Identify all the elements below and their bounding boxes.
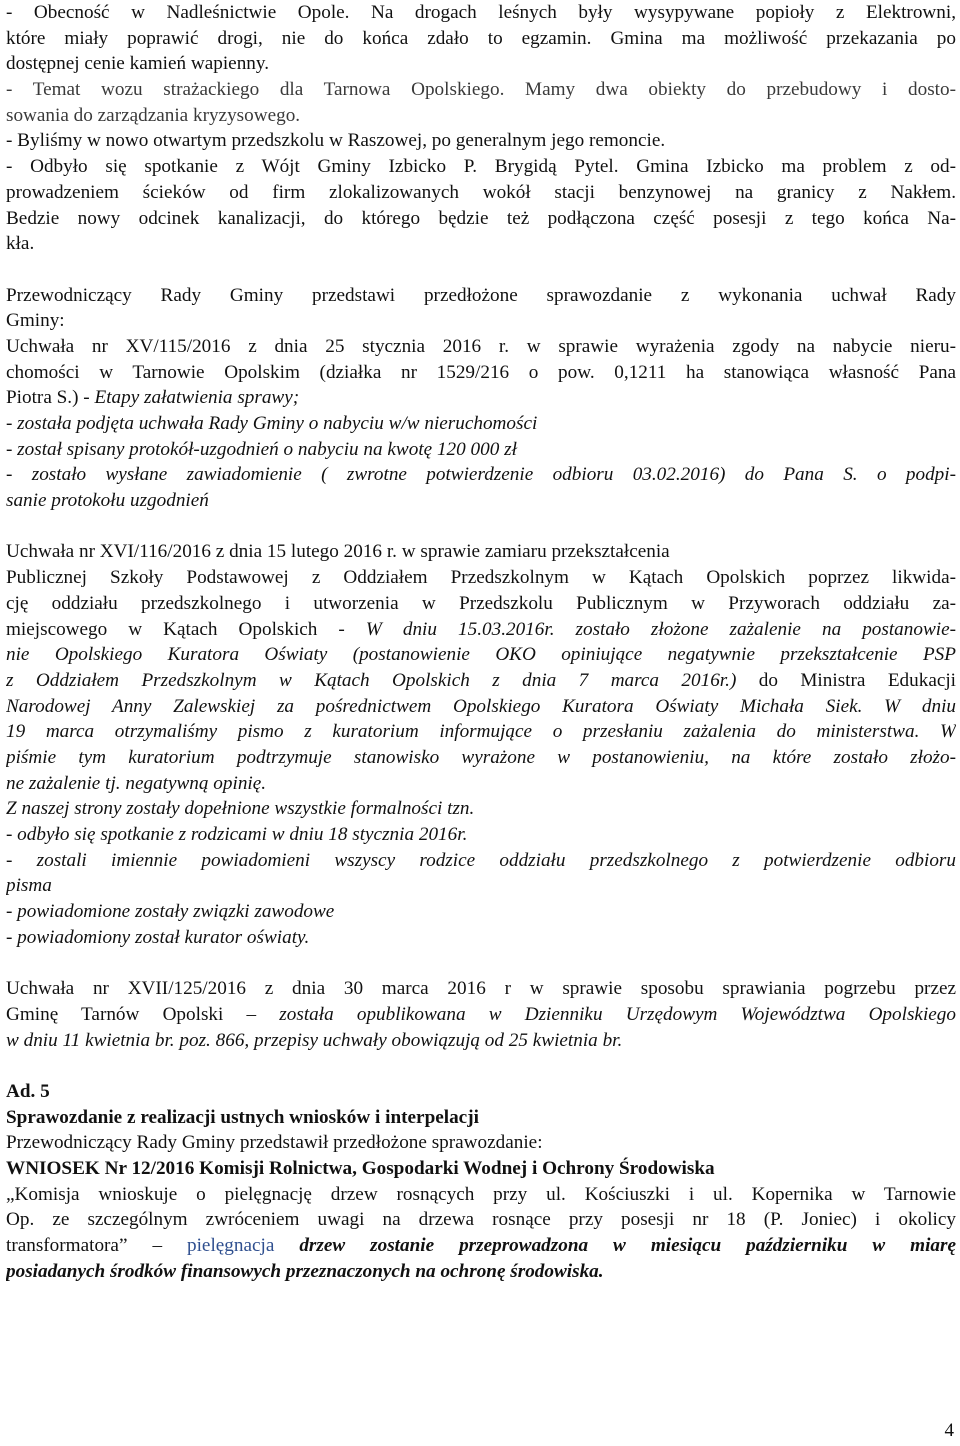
text-line: które miały poprawić drogi, nie do końca zdało to egzamin. Gmina ma możliwość przekazania po — [6, 27, 956, 49]
text-line: 19 marca otrzymaliśmy pismo z kuratorium informujące o przesłaniu zażalenia do ministerstwa. W — [6, 721, 956, 743]
text-line: Przewodniczący Rady Gminy przedstawił przedłożone sprawozdanie: — [6, 1132, 543, 1154]
text-line: - odbyło się spotkanie z rodzicami w dniu 18 stycznia 2016r. — [6, 824, 468, 845]
text-line — [6, 385, 956, 411]
text-segment: Etapy załatwienia sprawy; — [94, 387, 300, 409]
text-line: „Komisja wnioskuje o pielęgnację drzew rosnących przy ul. Kościuszki i ul. Kopernika w Tarnowie — [6, 1183, 956, 1205]
text-segment: – — [152, 1235, 187, 1256]
text-line: - zostali imiennie powiadomieni wszyscy rodzice oddziału przedszkolnego z potwierdzenie odbioru — [6, 849, 956, 871]
text-line: - została podjęta uchwała Rady Gminy o nabyciu w/w nieruchomości — [6, 413, 538, 434]
document-page — [6, 0, 956, 1284]
text-segment: – została opublikowana w Dzienniku Urzędowym Województwa Opolskiego — [246, 1003, 956, 1025]
text-line: pisma — [6, 875, 52, 897]
text-line: posiadanych środków finansowych przeznaczonych na ochronę środowiska. — [6, 1260, 604, 1282]
text-line — [6, 1002, 956, 1028]
text-line — [6, 1233, 956, 1259]
text-line: kła. — [6, 233, 35, 255]
text-line: dostępnej cenie kamień wapienny. — [6, 53, 270, 75]
text-line: Uchwała nr XV/115/2016 z dnia 25 stycznia 2016 r. w sprawie wyrażenia zgody na nabycie nieru- — [6, 335, 956, 357]
text-segment: z Oddziałem Przedszkolnym w Kątach Opolskich z dnia 7 marca 2016r.) — [6, 669, 737, 691]
text-line: Publicznej Szkoły Podstawowej z Oddziałem Przedszkolnym w Kątach Opolskich poprzez likwida- — [6, 567, 956, 589]
text-line: Bedzie nowy odcinek kanalizacji, do którego będzie też podłączona część posesji z tego końca Na- — [6, 207, 956, 229]
text-line: Z naszej strony zostały dopełnione wszystkie formalności tzn. — [6, 798, 475, 820]
text-segment: W dniu 15.03.2016r. zostało złożone zażalenie na postanowie- — [365, 618, 956, 640]
motion-title: WNIOSEK Nr 12/2016 Komisji Rolnictwa, Gospodarki Wodnej i Ochrony Środowiska — [6, 1157, 715, 1179]
text-line: Uchwała nr XVI/116/2016 z dnia 15 lutego 2016 r. w sprawie zamiaru przekształcenia — [6, 541, 670, 563]
text-segment: Piotra S.) - — [6, 387, 95, 409]
text-line: - Odbyło się spotkanie z Wójt Gminy Izbicko P. Brygidą Pytel. Gmina Izbicko ma problem z od- — [6, 156, 956, 178]
text-segment: pielęgnacja — [187, 1235, 275, 1256]
text-segment: transformatora” — [6, 1235, 153, 1256]
text-line: piśmie tym kuratorium podtrzymuje stanowisko wyrażone w postanowieniu, na które zostało złożo- — [6, 746, 956, 768]
text-line: sowania do zarządzania kryzysowego. — [6, 104, 301, 126]
text-line: - Byliśmy w nowo otwartym przedszkolu w Raszowej, po generalnym jego remoncie. — [6, 130, 666, 152]
text-line: Op. ze szczególnym zwróceniem uwagi na drzewa rosnące przy posesji nr 18 (P. Joniec) i okolicy — [6, 1209, 956, 1231]
text-line — [6, 668, 956, 694]
text-segment: miejscowego w Kątach Opolskich - — [6, 618, 366, 640]
text-line: - zostało wysłane zawiadomienie ( zwrotne potwierdzenie odbioru 03.02.2016) do Pana S. o podpi- — [6, 464, 956, 486]
text-line: w dniu 11 kwietnia br. poz. 866, przepisy uchwały obowiązują od 25 kwietnia br. — [6, 1029, 623, 1051]
section-number: Ad. 5 — [6, 1080, 50, 1102]
text-line: prowadzeniem ścieków od firm zlokalizowanych wokół stacji benzynowej na granicy z Nakłem. — [6, 181, 956, 203]
report-list-block — [6, 0, 956, 257]
text-line: - został spisany protokół-uzgodnień o nabyciu na kwotę 120 000 zł — [6, 438, 517, 460]
text-line: Przewodniczący Rady Gminy przedstawi przedłożone sprawozdanie z wykonania uchwał Rady — [6, 284, 956, 306]
section-ad5 — [6, 1079, 956, 1285]
text-segment: Gminę Tarnów Opolski — [6, 1003, 247, 1025]
text-line: cję oddziału przedszkolnego i utworzenia w Przedszkolu Publicznym w Przyworach oddziału za- — [6, 592, 956, 614]
text-line: - powiadomiony został kurator oświaty. — [6, 926, 310, 948]
text-line: nie Opolskiego Kuratora Oświaty (postanowienie OKO opiniujące negatywnie przekształcenie PSP — [6, 644, 956, 666]
text-line: chomości w Tarnowie Opolskim (działka nr 1529/216 o pow. 0,1211 ha stanowiąca własność Pana — [6, 361, 956, 383]
text-line: - Temat wozu strażackiego dla Tarnowa Opolskiego. Mamy dwa obiekty do przebudowy i dosto- — [6, 79, 956, 101]
resolution-xvii-block — [6, 976, 956, 1053]
text-line — [6, 617, 956, 643]
text-line: - powiadomione zostały związki zawodowe — [6, 901, 335, 923]
text-line: ne zażalenie tj. negatywną opinię. — [6, 772, 267, 794]
resolution-xvi-block — [6, 539, 956, 950]
text-line: sanie protokołu uzgodnień — [6, 490, 209, 512]
text-line: Gminy: — [6, 310, 65, 332]
resolution-report-block — [6, 283, 956, 514]
text-segment: drzew zostanie przeprowadzona w miesiącu październiku w miarę — [274, 1235, 956, 1256]
text-line: Narodowej Anny Zalewskiej za pośrednictwem Opolskiego Kuratora Oświaty Michała Siek. W dniu — [6, 695, 956, 717]
section-heading: Sprawozdanie z realizacji ustnych wniosków i interpelacji — [6, 1106, 479, 1128]
text-line: Uchwała nr XVII/125/2016 z dnia 30 marca 2016 r w sprawie sposobu sprawiania pogrzebu przez — [6, 978, 956, 1000]
text-line: - Obecność w Nadleśnictwie Opole. Na drogach leśnych były wysypywane popioły z Elektrowni, — [6, 2, 956, 23]
page-number: 4 — [944, 1420, 954, 1441]
text-segment: do Ministra Edukacji — [736, 669, 956, 691]
